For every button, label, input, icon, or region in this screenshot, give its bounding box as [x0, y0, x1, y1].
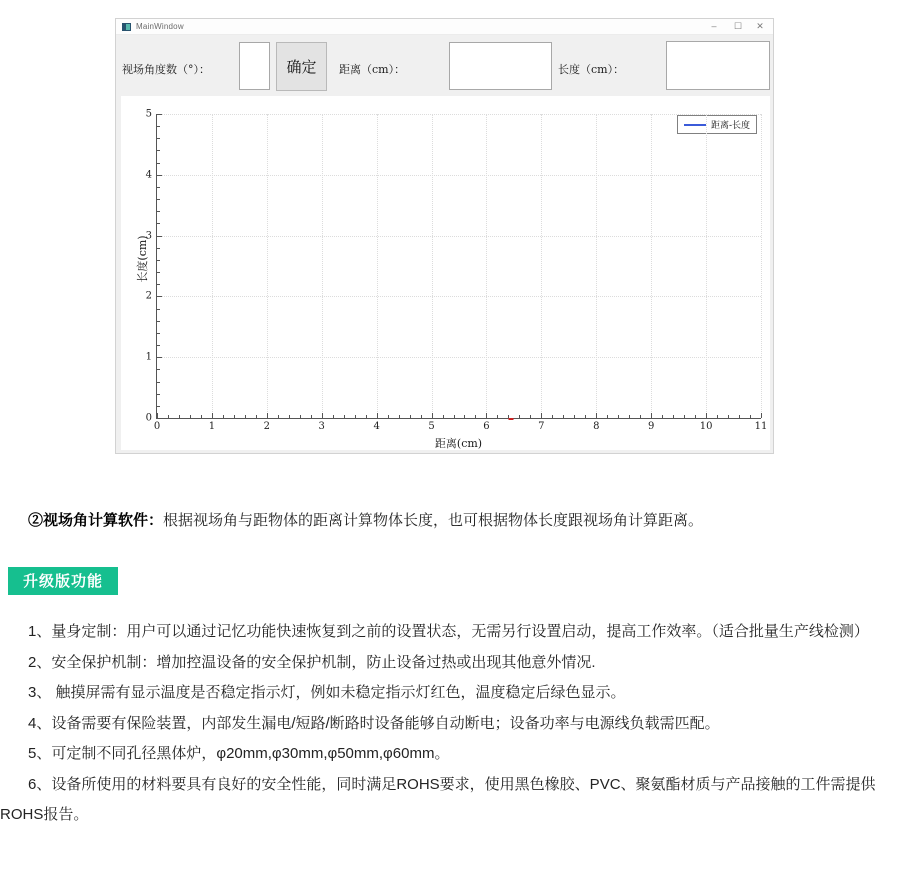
x-tick-label: 4: [373, 421, 380, 432]
gridline: [432, 114, 433, 418]
axis-tick: [519, 415, 520, 418]
axis-tick: [300, 415, 301, 418]
axis-tick: [750, 415, 751, 418]
axis-tick: [267, 413, 268, 418]
axis-tick: [563, 415, 564, 418]
axis-tick: [157, 284, 160, 285]
gridline: [157, 175, 761, 176]
length-label: 长度（cm）：: [558, 63, 625, 76]
feature-list: [0, 617, 892, 831]
x-tick-label: 3: [318, 421, 325, 432]
y-tick-label: 0: [145, 412, 152, 424]
gridline: [157, 357, 761, 358]
x-axis-label: 距离(cm): [434, 437, 483, 450]
axis-tick: [355, 415, 356, 418]
axis-tick: [530, 415, 531, 418]
distance-input[interactable]: [449, 42, 552, 90]
fov-input[interactable]: [239, 42, 270, 90]
chart-widget: [121, 96, 770, 450]
x-tick-label: 2: [263, 421, 270, 432]
gridline: [651, 114, 652, 418]
axis-tick: [585, 415, 586, 418]
axis-tick: [157, 150, 160, 151]
y-axis-label: 长度(cm): [136, 235, 149, 283]
x-tick-label: 11: [754, 421, 768, 432]
gridline: [212, 114, 213, 418]
axis-tick: [541, 413, 542, 418]
maximize-button[interactable]: ☐: [733, 21, 743, 31]
minimize-button[interactable]: –: [711, 21, 717, 31]
axis-tick: [157, 296, 162, 297]
axis-tick: [629, 415, 630, 418]
axis-tick: [377, 413, 378, 418]
feature-item: 1、量身定制：用户可以通过记忆功能快速恢复到之前的设置状态，无需另行设置启动，提高工作效率。（适合批量生产线检测）: [28, 623, 869, 640]
axis-tick: [289, 415, 290, 418]
axis-tick: [157, 321, 160, 322]
length-input[interactable]: [666, 41, 770, 90]
axis-tick: [157, 382, 160, 383]
fov-label: 视场角度数（°）：: [122, 63, 210, 76]
confirm-button[interactable]: 确定: [276, 42, 327, 91]
gridline: [157, 114, 761, 115]
gridline: [157, 296, 761, 297]
axis-tick: [475, 415, 476, 418]
axis-tick: [157, 175, 162, 176]
gridline: [486, 114, 487, 418]
axis-tick: [388, 415, 389, 418]
axis-tick: [366, 415, 367, 418]
axis-tick: [706, 413, 707, 418]
axis-tick: [432, 413, 433, 418]
x-tick-label: 0: [153, 421, 161, 432]
x-tick-label: 6: [483, 421, 490, 432]
feature-item: 2、安全保护机制：增加控温设备的安全保护机制，防止设备过热或出现其他意外情况.: [28, 653, 596, 671]
y-tick-label: 4: [145, 169, 152, 181]
feature-item: 6、设备所使用的材料要具有良好的安全性能，同时满足ROHS要求，使用黑色橡胶、PVC、聚氨酯材质与产品接触的工件需提供ROHS报告。: [0, 775, 876, 823]
gridline: [761, 114, 762, 418]
distance-label: 距离（cm）：: [339, 63, 406, 76]
x-tick-label: 10: [699, 421, 713, 432]
axis-tick: [640, 415, 641, 418]
legend-label: 距离-长度: [710, 121, 750, 131]
axis-tick: [278, 415, 279, 418]
axis-tick: [157, 223, 160, 224]
axis-tick: [651, 413, 652, 418]
axis-tick: [486, 413, 487, 418]
gridline: [157, 236, 761, 237]
gridline: [377, 114, 378, 418]
axis-tick: [464, 415, 465, 418]
axis-tick: [344, 415, 345, 418]
feature-item: 5、可定制不同孔径黑体炉，φ20mm,φ30mm,φ50mm,φ60mm。: [28, 745, 450, 762]
x-tick-label: 8: [593, 421, 600, 432]
x-tick-label: 5: [428, 421, 435, 432]
axis-tick: [157, 369, 160, 370]
axis-tick: [157, 272, 160, 273]
chart-legend: [677, 115, 757, 134]
axis-tick: [739, 415, 740, 418]
axis-tick: [157, 163, 160, 164]
gridline: [706, 114, 707, 418]
gridline: [322, 114, 323, 418]
axis-tick: [596, 413, 597, 418]
axis-tick: [399, 415, 400, 418]
feature-item: 4、设备需要有保险装置，内部发生漏电/短路/断路时设备能够自动断电；设备功率与电源线负载需匹配。: [28, 714, 720, 732]
axis-tick: [574, 415, 575, 418]
y-tick-label: 5: [145, 108, 152, 120]
axis-tick: [695, 415, 696, 418]
axis-tick: [673, 415, 674, 418]
description-text: 根据视场角与距物体的距离计算物体长度，也可根据物体长度跟视场角计算距离。: [163, 512, 704, 529]
axis-tick: [157, 199, 160, 200]
axis-tick: [190, 415, 191, 418]
axis-tick: [311, 415, 312, 418]
axis-tick: [443, 415, 444, 418]
axis-tick: [234, 415, 235, 418]
axis-tick: [223, 415, 224, 418]
axis-tick: [212, 413, 213, 418]
axis-tick: [552, 415, 553, 418]
axis-tick: [245, 415, 246, 418]
axis-tick: [157, 138, 160, 139]
axis-tick: [157, 406, 160, 407]
axis-tick: [168, 415, 169, 418]
gridline: [267, 114, 268, 418]
x-tick-label: 1: [208, 421, 216, 432]
feature-item: 3、 触摸屏需有显示温度是否稳定指示灯，例如未稳定指示灯红色，温度稳定后绿色显示。: [28, 684, 626, 701]
axis-tick: [421, 415, 422, 418]
axis-tick: [157, 357, 162, 358]
gridline: [541, 114, 542, 418]
section-badge: 升级版功能: [8, 567, 118, 595]
plot-area: [145, 108, 768, 432]
axis-tick: [256, 415, 257, 418]
axis-tick: [157, 211, 160, 212]
axis-tick: [497, 415, 498, 418]
software-description: [28, 511, 888, 531]
axis-tick: [454, 415, 455, 418]
axis-tick: [157, 248, 160, 249]
app-icon: [122, 23, 131, 31]
axis-tick: [201, 415, 202, 418]
data-point-marker: [509, 418, 514, 420]
gridline: [596, 114, 597, 418]
description-heading: ②视场角计算软件：: [28, 512, 164, 529]
axis-tick: [157, 126, 160, 127]
x-tick-label: 9: [647, 421, 655, 432]
axis-tick: [662, 415, 663, 418]
axis-tick: [157, 309, 160, 310]
axis-tick: [157, 345, 160, 346]
axis-tick: [410, 415, 411, 418]
axis-tick: [761, 413, 762, 418]
axis-tick: [618, 415, 619, 418]
axis-tick: [157, 236, 162, 237]
axis-tick: [684, 415, 685, 418]
legend-line-sample: [684, 124, 706, 126]
y-tick-label: 2: [145, 290, 152, 302]
axis-tick: [157, 114, 162, 115]
axis-tick: [157, 394, 160, 395]
x-tick-label: 7: [538, 421, 545, 432]
axis-tick: [157, 187, 160, 188]
close-button[interactable]: ✕: [756, 21, 764, 31]
axis-tick: [157, 260, 160, 261]
axis-tick: [607, 415, 608, 418]
title-bar: [116, 19, 773, 35]
axis-tick: [157, 333, 160, 334]
window-title: MainWindow: [136, 22, 184, 31]
axis-tick: [322, 413, 323, 418]
y-tick-label: 3: [145, 230, 152, 242]
axis-tick: [333, 415, 334, 418]
axis-tick: [717, 415, 718, 418]
axis-tick: [728, 415, 729, 418]
main-window: [115, 18, 774, 454]
y-tick-label: 1: [145, 351, 152, 363]
axis-tick: [157, 418, 162, 419]
axis-tick: [179, 415, 180, 418]
